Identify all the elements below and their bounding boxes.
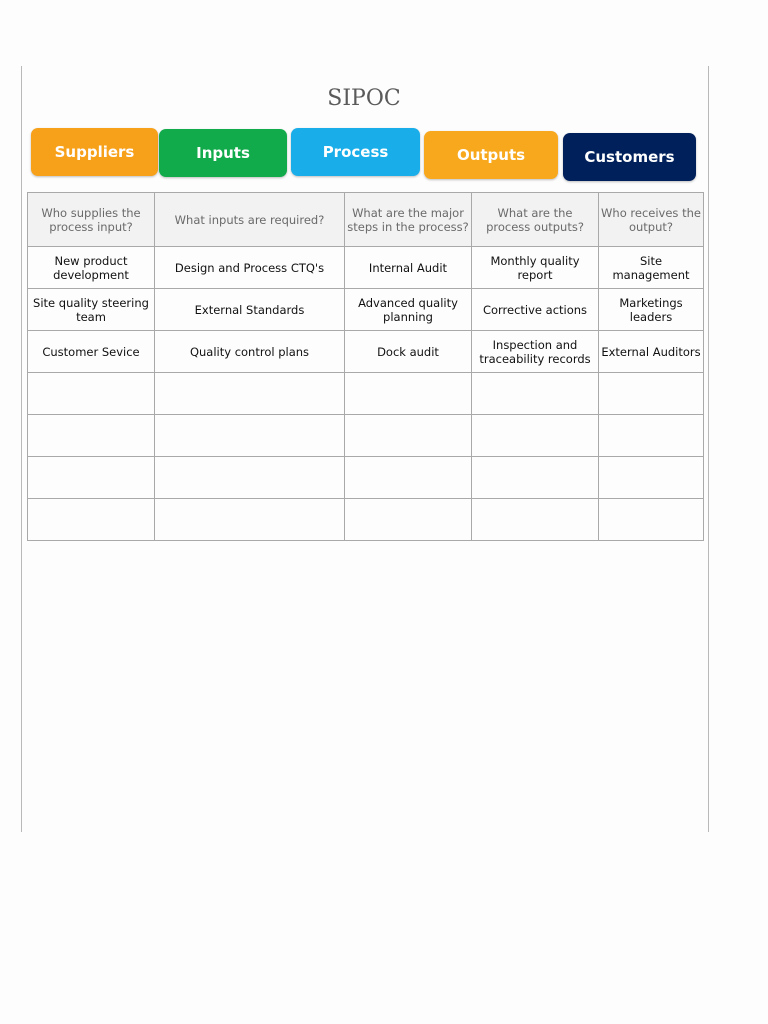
table-cell: Dock audit: [345, 331, 472, 373]
table-cell: Inspection and traceability records: [472, 331, 599, 373]
table-row: [28, 247, 704, 289]
table-cell: New product development: [28, 247, 155, 289]
table-cell: [599, 499, 704, 541]
table-row: [28, 499, 704, 541]
table-cell: External Auditors: [599, 331, 704, 373]
table-cell: Site management: [599, 247, 704, 289]
page-title: SIPOC: [327, 86, 401, 111]
table-cell: [155, 415, 345, 457]
table-cell: Marketings leaders: [599, 289, 704, 331]
table-row: [28, 373, 704, 415]
question-row: [28, 193, 704, 247]
table-cell: [155, 373, 345, 415]
table-cell: [28, 415, 155, 457]
table-cell: [28, 499, 155, 541]
table-cell: Internal Audit: [345, 247, 472, 289]
table-cell: Site quality steering team: [28, 289, 155, 331]
table-cell: [599, 415, 704, 457]
header-customers: Customers: [563, 133, 696, 181]
question-cell-process: What are the major steps in the process?: [345, 193, 472, 247]
page-border-left: [21, 66, 22, 832]
page-border-right: [708, 66, 709, 832]
table-cell: [345, 415, 472, 457]
table-cell: [155, 499, 345, 541]
table-cell: [472, 457, 599, 499]
table-cell: Corrective actions: [472, 289, 599, 331]
question-cell-inputs: What inputs are required?: [155, 193, 345, 247]
sipoc-table: [27, 192, 704, 541]
table-cell: Advanced quality planning: [345, 289, 472, 331]
table-cell: [472, 499, 599, 541]
question-cell-suppliers: Who supplies the process input?: [28, 193, 155, 247]
table-cell: [599, 373, 704, 415]
header-inputs: Inputs: [159, 129, 287, 177]
header-process: Process: [291, 128, 420, 176]
table-row: [28, 415, 704, 457]
table-cell: [472, 415, 599, 457]
table-cell: Customer Sevice: [28, 331, 155, 373]
table-cell: [155, 457, 345, 499]
table-cell: Monthly quality report: [472, 247, 599, 289]
table-row: [28, 457, 704, 499]
table-cell: [345, 373, 472, 415]
table-row: [28, 331, 704, 373]
table-cell: [345, 499, 472, 541]
table-cell: [599, 457, 704, 499]
table-cell: Quality control plans: [155, 331, 345, 373]
table-cell: [28, 373, 155, 415]
header-suppliers: Suppliers: [31, 128, 158, 176]
table-cell: [28, 457, 155, 499]
question-cell-customers: Who receives the output?: [599, 193, 704, 247]
table-row: [28, 289, 704, 331]
table-cell: [472, 373, 599, 415]
question-cell-outputs: What are the process outputs?: [472, 193, 599, 247]
table-cell: Design and Process CTQ's: [155, 247, 345, 289]
table-cell: External Standards: [155, 289, 345, 331]
header-outputs: Outputs: [424, 131, 558, 179]
table-cell: [345, 457, 472, 499]
